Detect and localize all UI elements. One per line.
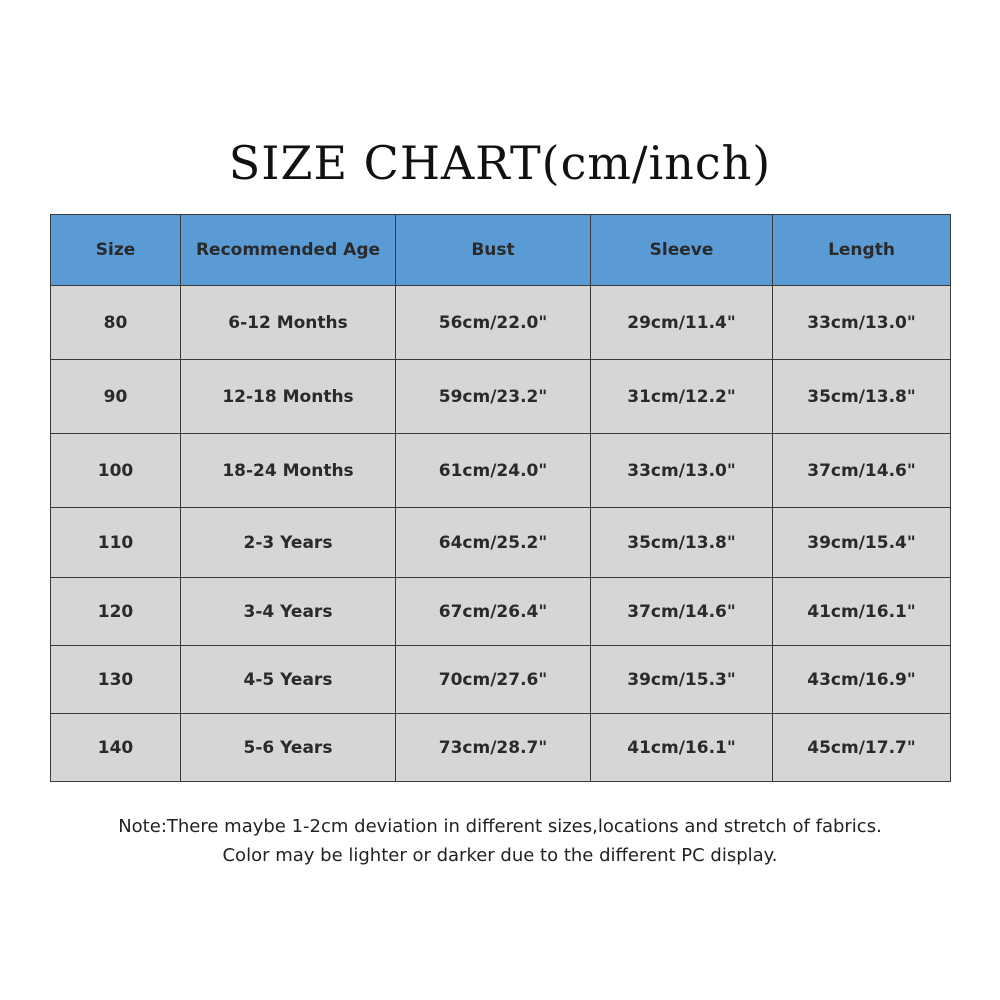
cell-sleeve: 39cm/15.3" [591, 646, 773, 714]
cell-age: 4-5 Years [181, 646, 396, 714]
cell-bust: 70cm/27.6" [396, 646, 591, 714]
cell-bust: 67cm/26.4" [396, 578, 591, 646]
footnote [0, 812, 1000, 870]
header-size: Size [51, 215, 181, 286]
cell-age: 12-18 Months [181, 360, 396, 434]
table-row [51, 360, 951, 434]
cell-bust: 59cm/23.2" [396, 360, 591, 434]
header-bust: Bust [396, 215, 591, 286]
table-row [51, 578, 951, 646]
cell-length: 33cm/13.0" [773, 286, 951, 360]
note-line-color: Color may be lighter or darker due to the different PC display. [222, 845, 778, 866]
cell-size: 90 [51, 360, 181, 434]
cell-bust: 61cm/24.0" [396, 434, 591, 508]
cell-age: 3-4 Years [181, 578, 396, 646]
cell-length: 43cm/16.9" [773, 646, 951, 714]
cell-size: 80 [51, 286, 181, 360]
cell-length: 37cm/14.6" [773, 434, 951, 508]
cell-size: 140 [51, 714, 181, 782]
note-line-deviation: Note:There maybe 1-2cm deviation in different sizes,locations and stretch of fabrics. [118, 816, 882, 837]
cell-sleeve: 31cm/12.2" [591, 360, 773, 434]
page-title: SIZE CHART(cm/inch) [228, 136, 772, 190]
cell-age: 18-24 Months [181, 434, 396, 508]
cell-sleeve: 37cm/14.6" [591, 578, 773, 646]
table-row [51, 714, 951, 782]
cell-length: 45cm/17.7" [773, 714, 951, 782]
cell-length: 39cm/15.4" [773, 508, 951, 578]
cell-size: 130 [51, 646, 181, 714]
table-header-row [51, 215, 951, 286]
header-sleeve: Sleeve [591, 215, 773, 286]
table-row [51, 434, 951, 508]
cell-size: 100 [51, 434, 181, 508]
table-row [51, 508, 951, 578]
cell-age: 2-3 Years [181, 508, 396, 578]
cell-size: 110 [51, 508, 181, 578]
cell-length: 41cm/16.1" [773, 578, 951, 646]
table-row [51, 286, 951, 360]
cell-age: 5-6 Years [181, 714, 396, 782]
cell-bust: 56cm/22.0" [396, 286, 591, 360]
cell-sleeve: 29cm/11.4" [591, 286, 773, 360]
cell-bust: 73cm/28.7" [396, 714, 591, 782]
cell-sleeve: 33cm/13.0" [591, 434, 773, 508]
cell-age: 6-12 Months [181, 286, 396, 360]
cell-sleeve: 41cm/16.1" [591, 714, 773, 782]
cell-sleeve: 35cm/13.8" [591, 508, 773, 578]
cell-size: 120 [51, 578, 181, 646]
cell-length: 35cm/13.8" [773, 360, 951, 434]
size-chart-table [50, 214, 951, 782]
cell-bust: 64cm/25.2" [396, 508, 591, 578]
header-recommended-age: Recommended Age [181, 215, 396, 286]
header-length: Length [773, 215, 951, 286]
table-row [51, 646, 951, 714]
